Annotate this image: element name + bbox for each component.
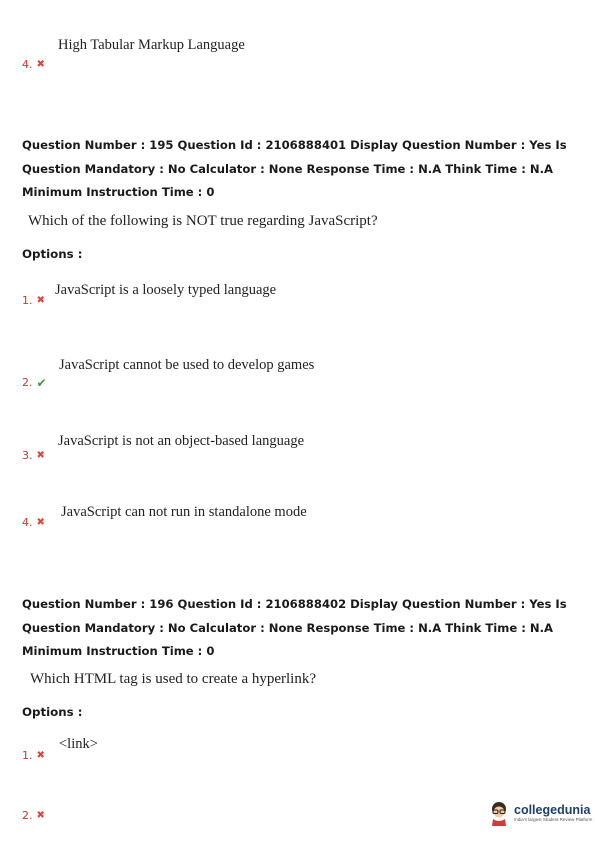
logo-brand: collegedunia — [514, 802, 591, 817]
question-meta: Question Number : 195 Question Id : 2106888401 Display Question Number : Yes Is Question Mandatory : No Calculator : None Response Time : N.A Think Time : N.A Minimum Instruction Time : 0 — [22, 138, 567, 199]
logo-tagline: India's largest Student Review Platform — [514, 817, 593, 822]
option-number-label: 3. — [22, 449, 33, 462]
question-text: Which HTML tag is used to create a hyperlink? — [30, 671, 317, 687]
mascot-icon — [488, 800, 510, 826]
option-number — [22, 809, 45, 822]
option-number-label: 2. — [22, 809, 33, 822]
option-text: <link> — [59, 736, 98, 752]
cross-icon: ✖ — [36, 449, 45, 461]
option-text: JavaScript cannot be used to develop games — [59, 357, 315, 373]
option-text: JavaScript is not an object-based language — [58, 433, 305, 449]
question-meta: Question Number : 196 Question Id : 2106888402 Display Question Number : Yes Is Question Mandatory : No Calculator : None Response Time : N.A Think Time : N.A Minimum Instruction Time : 0 — [22, 597, 567, 658]
option-text: JavaScript can not run in standalone mode — [61, 504, 307, 520]
cross-icon: ✖ — [36, 516, 45, 528]
option-number-label: 4. — [22, 516, 33, 529]
collegedunia-logo — [488, 800, 592, 826]
cross-icon: ✖ — [36, 294, 45, 306]
option-number — [22, 376, 47, 389]
option-number — [22, 749, 45, 762]
options-label: Options : — [22, 705, 83, 719]
option-number-label: 2. — [22, 376, 33, 389]
option-text: High Tabular Markup Language — [58, 37, 245, 53]
option-number — [22, 449, 45, 462]
option-text: JavaScript is a loosely typed language — [55, 282, 277, 298]
cross-icon: ✖ — [36, 809, 45, 821]
options-label: Options : — [22, 247, 83, 261]
option-number-label: 1. — [22, 294, 33, 307]
option-number — [22, 294, 45, 307]
option-number-label: 4. — [22, 58, 33, 71]
question-text: Which of the following is NOT true regarding JavaScript? — [28, 213, 378, 229]
cross-icon: ✖ — [36, 58, 45, 70]
option-number — [22, 516, 45, 529]
check-icon: ✔ — [36, 375, 47, 390]
option-number-label: 1. — [22, 749, 33, 762]
option-number — [22, 58, 45, 71]
cross-icon: ✖ — [36, 749, 45, 761]
